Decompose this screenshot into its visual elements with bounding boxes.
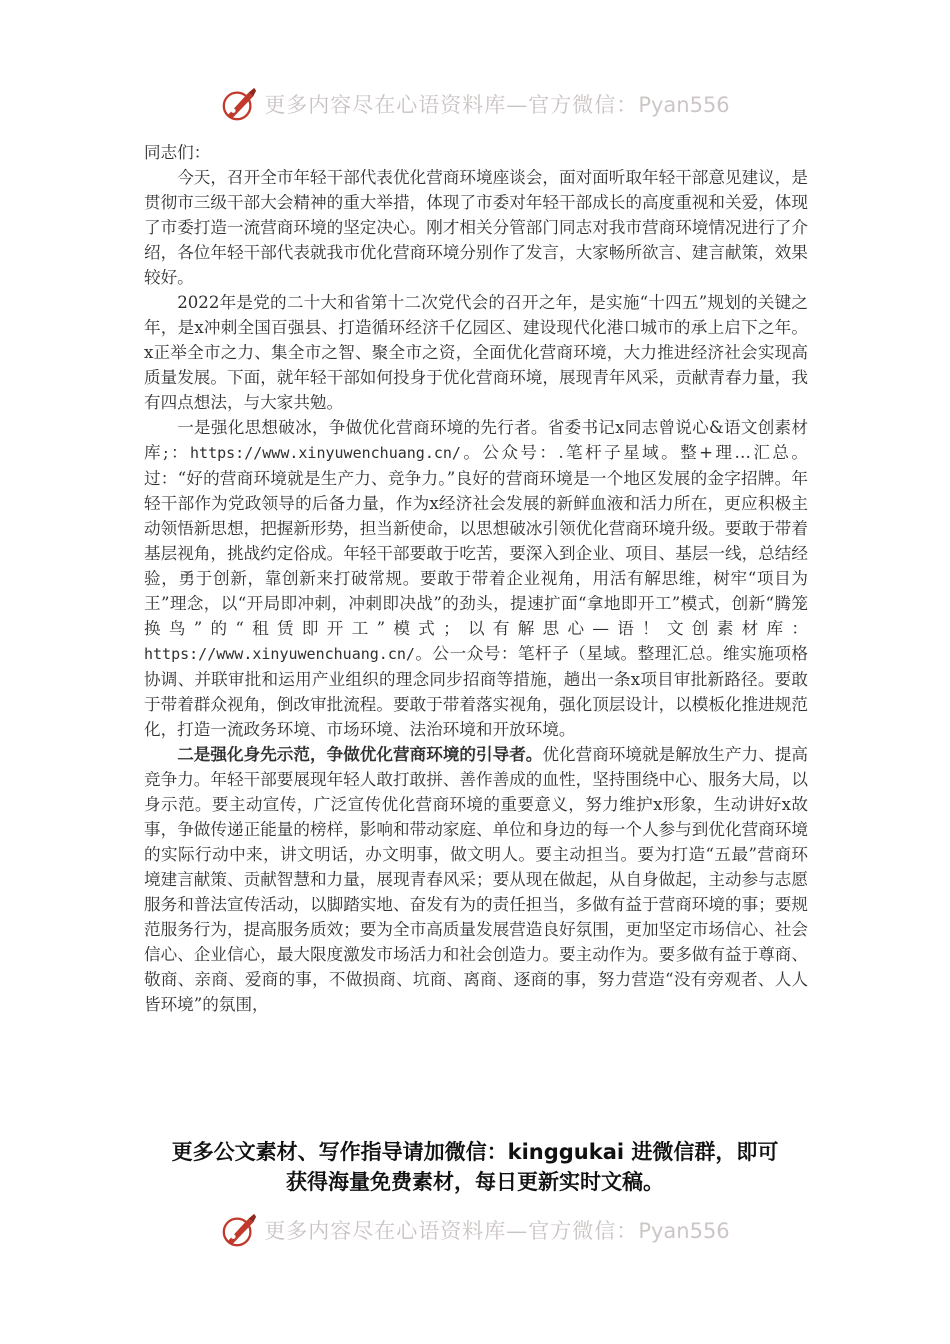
footer-notice-line-1: 更多公文素材、写作指导请加微信：kinggukai 进微信群，即可 [171,1140,779,1164]
paragraph-3-text-a: 一是强化思想破冰，争做优化营商环境的先行者。省委书记x同志曾说心&语文创素材库;： [144,418,808,462]
footer-notice-line-2: 获得海量免费素材，每日更新实时文稿。 [286,1170,664,1194]
footer-banner-text: 更多内容尽在心语资料库—官方微信：Pyan556 [264,1219,730,1243]
footer-notice [120,1137,830,1197]
paragraph-3 [144,415,808,742]
header-banner [0,82,950,126]
document-body [144,140,808,1017]
paragraph-3-text-b: 。公众号：.笔杆子星域。整+理…汇总。过：“好的营商环境就是生产力、竞争力。”良好的营商环境是一个地区发展的金字招牌。年轻干部作为党政领导的后备力量，作为x经济社会发展的新鲜血液和活力所在，更应积极主动领悟新思想，把握新形势，担当新使命，以思想破冰引领优化营商环境升级。要敢于带着基层视角，挑战约定俗成。年轻干部要敢于吃苦，要深入到企业、项目、基层一线，总结经验，勇于创新，靠创新来打破常规。要敢于带着企业视角，用活有解思维，树牢“项目为王”理念，以“开局即冲刺，冲刺即决战”的劲头，提速扩面“拿地即开工”模式，创新“腾笼换鸟”的“租赁即开工”模式；以有解思心—语！文创素材库： [144,443,808,638]
footer-banner [0,1208,950,1252]
paragraph-4-heading: 二是强化身先示范，争做优化营商环境的引导者。 [177,744,543,764]
salutation: 同志们： [144,143,211,162]
header-banner-handle: Pyan556 [638,93,730,117]
paragraph-3-text-c: 。公一众号：笔杆子（星域。整理汇总。维实施项格协调、并联审批和运用产业组织的理念同步招商等措施，趟出一条x项目审批新路径。要敢于带着群众视角，倒改审批流程。要敢于带着落实视角，强化顶层设计，以模板化推进规范化，打造一流政务环境、市场环境、法治环境和开放环境。 [144,644,808,739]
pen-logo-icon [220,1211,258,1249]
paragraph-3-url-1: https://www.xinyuwenchuang.cn/ [190,444,461,462]
paragraph-4 [144,742,808,1017]
paragraph-4-text: 优化营商环境就是解放生产力、提高竞争力。年轻干部要展现年轻人敢打敢拼、善作善成的血性，坚持围绕中心、服务大局，以身示范。要主动宣传，广泛宣传优化营商环境的重要意义，努力维护x形象，生动讲好x故事，争做传递正能量的榜样，影响和带动家庭、单位和身边的每一个人参与到优化营商环境的实际行动中来，讲文明话，办文明事，做文明人。要主动担当。要为打造“五最”营商环境建言献策、贡献智慧和力量，展现青春风采；要从现在做起，从自身做起，主动参与志愿服务和普法宣传活动，以脚踏实地、奋发有为的责任担当，多做有益于营商环境的事；要规范服务行为，提高服务质效；要为全市高质量发展营造良好氛围，更加坚定市场信心、社会信心、企业信心，最大限度激发市场活力和社会创造力。要主动作为。要多做有益于尊商、敬商、亲商、爱商的事，不做损商、坑商、离商、逐商的事，努力营造“没有旁观者、人人皆环境”的氛围， [144,745,809,1014]
pen-logo-icon [220,85,258,123]
paragraph-3-url-2: https://www.xinyuwenchuang.cn/ [144,645,415,663]
header-banner-text: 更多内容尽在心语资料库—官方微信：Pyan556 [264,93,730,117]
paragraph-1: 今天，召开全市年轻干部代表优化营商环境座谈会，面对面听取年轻干部意见建议，是贯彻市三级干部大会精神的重大举措，体现了市委对年轻干部成长的高度重视和关爱，体现了市委打造一流营商环境的坚定决心。刚才相关分管部门同志对我市营商环境情况进行了介绍，各位年轻干部代表就我市优化营商环境分别作了发言，大家畅所欲言、建言献策，效果较好。 [144,168,808,287]
footer-banner-handle: Pyan556 [638,1219,730,1243]
paragraph-2: 2022年是党的二十大和省第十二次党代会的召开之年，是实施“十四五”规划的关键之年，是x冲刺全国百强县、打造循环经济千亿园区、建设现代化港口城市的承上启下之年。x正举全市之力、集全市之智、聚全市之资，全面优化营商环境，大力推进经济社会实现高质量发展。下面，就年轻干部如何投身于优化营商环境，展现青年风采，贡献青春力量，我有四点想法，与大家共勉。 [144,293,808,412]
